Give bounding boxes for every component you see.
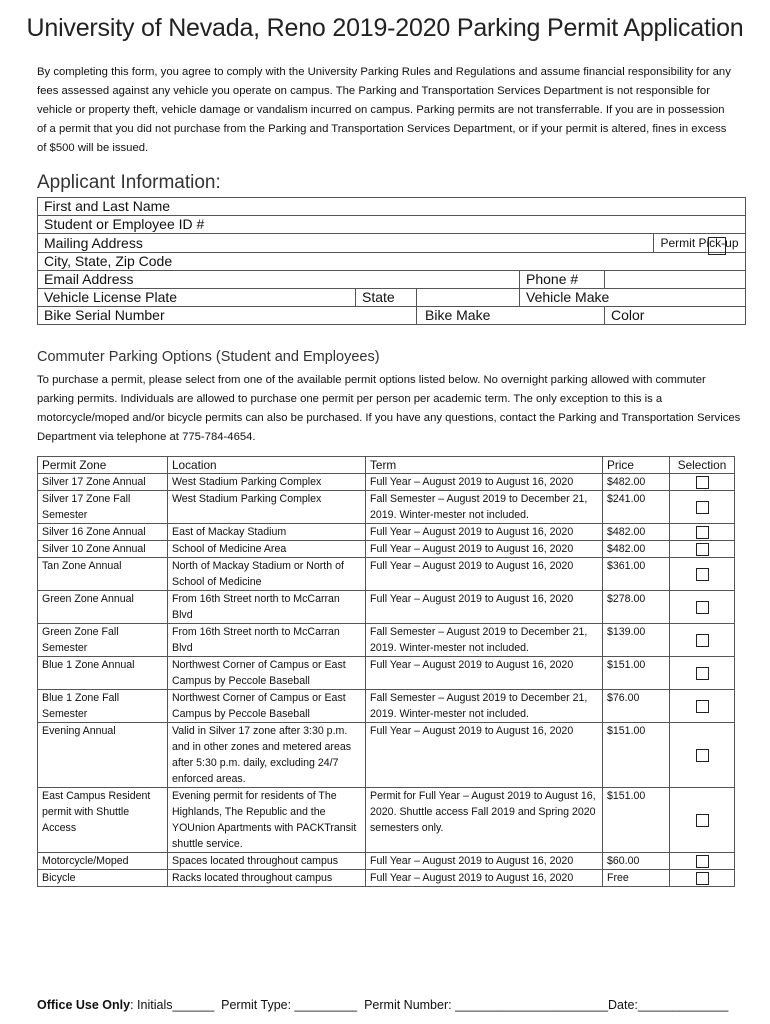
applicant-heading: Applicant Information:: [37, 172, 221, 193]
permit-select-checkbox[interactable]: [696, 872, 709, 885]
commuter-heading: Commuter Parking Options (Student and Employees): [37, 349, 380, 365]
permit-price: $278.00: [603, 591, 670, 624]
permit-selection-cell: [670, 723, 735, 788]
permit-term: Permit for Full Year – August 2019 to August 16, 2020. Shuttle access Fall 2019 and Spring 2020 semesters only.: [366, 788, 603, 853]
page-title: University of Nevada, Reno 2019-2020 Parking Permit Application: [26, 14, 744, 42]
permit-term: Full Year – August 2019 to August 16, 2020: [366, 474, 603, 491]
permit-select-checkbox[interactable]: [696, 667, 709, 680]
initials-field: : Initials______: [130, 998, 215, 1012]
permit-price: $482.00: [603, 474, 670, 491]
date-field: Date:_____________: [608, 998, 729, 1012]
permit-row: [38, 624, 735, 657]
commuter-paragraph: To purchase a permit, please select from one of the available permit options listed below. No overnight parking allowed with commuter parking permits. Individuals are allowed to purchase one permit per person per academic term. The only exception to this is a motorcycle/moped and/or bicycle permits can also be purchased. If you have any questions, contact the Parking and Transportation Services Department via telephone at 775-784-4654.: [37, 374, 741, 443]
bike-serial-field[interactable]: Bike Serial Number: [38, 307, 417, 325]
permit-row: [38, 541, 735, 558]
plate-field[interactable]: Vehicle License Plate: [38, 289, 356, 307]
permit-price: $151.00: [603, 723, 670, 788]
name-field[interactable]: First and Last Name: [38, 198, 746, 216]
office-label: Office Use Only: [37, 998, 131, 1012]
permit-term: Fall Semester – August 2019 to December 21, 2019. Winter-mester not included.: [366, 624, 603, 657]
permit-term: Fall Semester – August 2019 to December 21, 2019. Winter-mester not included.: [366, 491, 603, 524]
permit-term: Full Year – August 2019 to August 16, 2020: [366, 541, 603, 558]
permit-select-checkbox[interactable]: [696, 855, 709, 868]
permit-price: $151.00: [603, 788, 670, 853]
permit-selection-cell: [670, 788, 735, 853]
bike-row: [38, 307, 746, 325]
permit-price: $482.00: [603, 524, 670, 541]
permit-row: [38, 870, 735, 887]
permit-select-checkbox[interactable]: [696, 634, 709, 647]
permit-select-checkbox[interactable]: [696, 749, 709, 762]
permit-zone: Motorcycle/Moped: [38, 853, 168, 870]
permit-zone: Blue 1 Zone Fall Semester: [38, 690, 168, 723]
permit-selection-cell: [670, 870, 735, 887]
permit-zone: Silver 17 Zone Annual: [38, 474, 168, 491]
permit-row: [38, 474, 735, 491]
permit-location: School of Medicine Area: [168, 541, 366, 558]
permit-zone: East Campus Resident permit with Shuttle Access: [38, 788, 168, 853]
permit-row: [38, 788, 735, 853]
permit-price: Free: [603, 870, 670, 887]
permit-price: $151.00: [603, 657, 670, 690]
permit-zone: Green Zone Fall Semester: [38, 624, 168, 657]
mailing-row: [38, 234, 746, 253]
permit-selection-cell: [670, 541, 735, 558]
name-row: [38, 198, 746, 216]
permit-zone: Silver 17 Zone Fall Semester: [38, 491, 168, 524]
header-zone: Permit Zone: [38, 457, 168, 474]
permit-price: $139.00: [603, 624, 670, 657]
email-row: [38, 271, 746, 289]
permit-select-checkbox[interactable]: [696, 568, 709, 581]
permit-select-checkbox[interactable]: [696, 476, 709, 489]
permit-type-field: Permit Type: _________: [221, 998, 358, 1012]
permit-location: Northwest Corner of Campus or East Campus by Peccole Baseball: [168, 657, 366, 690]
permit-location: Spaces located throughout campus: [168, 853, 366, 870]
permit-location: Valid in Silver 17 zone after 3:30 p.m. and in other zones and metered areas after 5:30 p.m. daily, excluding 24/7 enforced areas.: [168, 723, 366, 788]
state-field[interactable]: State: [356, 289, 417, 307]
permit-price: $60.00: [603, 853, 670, 870]
permit-select-checkbox[interactable]: [696, 601, 709, 614]
applicant-table: [37, 197, 746, 325]
permit-location: Northwest Corner of Campus or East Campus by Peccole Baseball: [168, 690, 366, 723]
id-field[interactable]: Student or Employee ID #: [38, 216, 746, 234]
permit-term: Fall Semester – August 2019 to December 21, 2019. Winter-mester not included.: [366, 690, 603, 723]
permit-number-field: Permit Number: ______________________: [364, 998, 609, 1012]
permit-zone: Silver 16 Zone Annual: [38, 524, 168, 541]
permit-zone: Green Zone Annual: [38, 591, 168, 624]
phone-label: Phone #: [520, 271, 605, 289]
plate-row: [38, 289, 746, 307]
permit-selection-cell: [670, 474, 735, 491]
permit-term: Full Year – August 2019 to August 16, 2020: [366, 524, 603, 541]
permit-price: $241.00: [603, 491, 670, 524]
pickup-cell: [654, 234, 746, 253]
permit-price: $76.00: [603, 690, 670, 723]
permit-selection-cell: [670, 690, 735, 723]
permit-price: $482.00: [603, 541, 670, 558]
state-value[interactable]: [417, 289, 520, 307]
permit-select-checkbox[interactable]: [696, 814, 709, 827]
permit-zone: Silver 10 Zone Annual: [38, 541, 168, 558]
pickup-label: Permit Pick-up: [660, 236, 739, 250]
permit-selection-cell: [670, 591, 735, 624]
make-field[interactable]: Vehicle Make: [520, 289, 746, 307]
color-field[interactable]: Color: [605, 307, 746, 325]
permit-term: Full Year – August 2019 to August 16, 2020: [366, 723, 603, 788]
header-term: Term: [366, 457, 603, 474]
phone-field[interactable]: [605, 271, 746, 289]
permit-selection-cell: [670, 624, 735, 657]
intro-paragraph: By completing this form, you agree to comply with the University Parking Rules and Regulations and assume financial responsibility for any fees assessed against any vehicle you operate on campus. The Parking and Transportation Services Department is not responsible for vehicle or property theft, vehicle damage or vandalism incurred on campus. Parking permits are not transferrable. If you are in possession of a permit that you did not purchase from the Parking and Transportation Services Department, or if your permit is altered, fines in excess of $500 will be issued.: [37, 66, 731, 154]
permit-selection-cell: [670, 491, 735, 524]
permits-header-row: [38, 457, 735, 474]
permit-row: [38, 723, 735, 788]
header-location: Location: [168, 457, 366, 474]
permits-table: [37, 456, 735, 887]
permit-term: Full Year – August 2019 to August 16, 2020: [366, 853, 603, 870]
permit-zone: Bicycle: [38, 870, 168, 887]
permit-row: [38, 558, 735, 591]
header-selection: Selection: [670, 457, 735, 474]
permit-location: East of Mackay Stadium: [168, 524, 366, 541]
permit-zone: Evening Annual: [38, 723, 168, 788]
email-field[interactable]: Email Address: [38, 271, 520, 289]
permit-location: West Stadium Parking Complex: [168, 474, 366, 491]
permit-selection-cell: [670, 524, 735, 541]
mailing-field[interactable]: Mailing Address: [38, 234, 654, 253]
permit-selection-cell: [670, 657, 735, 690]
permit-price: $361.00: [603, 558, 670, 591]
permit-select-checkbox[interactable]: [696, 501, 709, 514]
permit-selection-cell: [670, 558, 735, 591]
permit-row: [38, 524, 735, 541]
permit-zone: Blue 1 Zone Annual: [38, 657, 168, 690]
permit-row: [38, 853, 735, 870]
permit-location: Racks located throughout campus: [168, 870, 366, 887]
id-row: [38, 216, 746, 234]
city-field[interactable]: City, State, Zip Code: [38, 253, 746, 271]
permit-location: Evening permit for residents of The Highlands, The Republic and the YOUnion Apartments with PACKTransit shuttle service.: [168, 788, 366, 853]
permit-location: From 16th Street north to McCarran Blvd: [168, 624, 366, 657]
permit-term: Full Year – August 2019 to August 16, 2020: [366, 870, 603, 887]
permit-row: [38, 491, 735, 524]
bike-make-field[interactable]: Bike Make: [417, 307, 605, 325]
permit-select-checkbox[interactable]: [696, 700, 709, 713]
office-use-line: [37, 998, 728, 1012]
permit-zone: Tan Zone Annual: [38, 558, 168, 591]
permit-selection-cell: [670, 853, 735, 870]
permit-term: Full Year – August 2019 to August 16, 2020: [366, 558, 603, 591]
permit-row: [38, 657, 735, 690]
permit-row: [38, 690, 735, 723]
permit-select-checkbox[interactable]: [696, 526, 709, 539]
permit-location: West Stadium Parking Complex: [168, 491, 366, 524]
permit-select-checkbox[interactable]: [696, 543, 709, 556]
city-row: [38, 253, 746, 271]
permit-row: [38, 591, 735, 624]
header-price: Price: [603, 457, 670, 474]
permit-term: Full Year – August 2019 to August 16, 2020: [366, 657, 603, 690]
permit-term: Full Year – August 2019 to August 16, 2020: [366, 591, 603, 624]
permit-location: North of Mackay Stadium or North of School of Medicine: [168, 558, 366, 591]
pickup-checkbox[interactable]: [708, 237, 726, 255]
permit-location: From 16th Street north to McCarran Blvd: [168, 591, 366, 624]
